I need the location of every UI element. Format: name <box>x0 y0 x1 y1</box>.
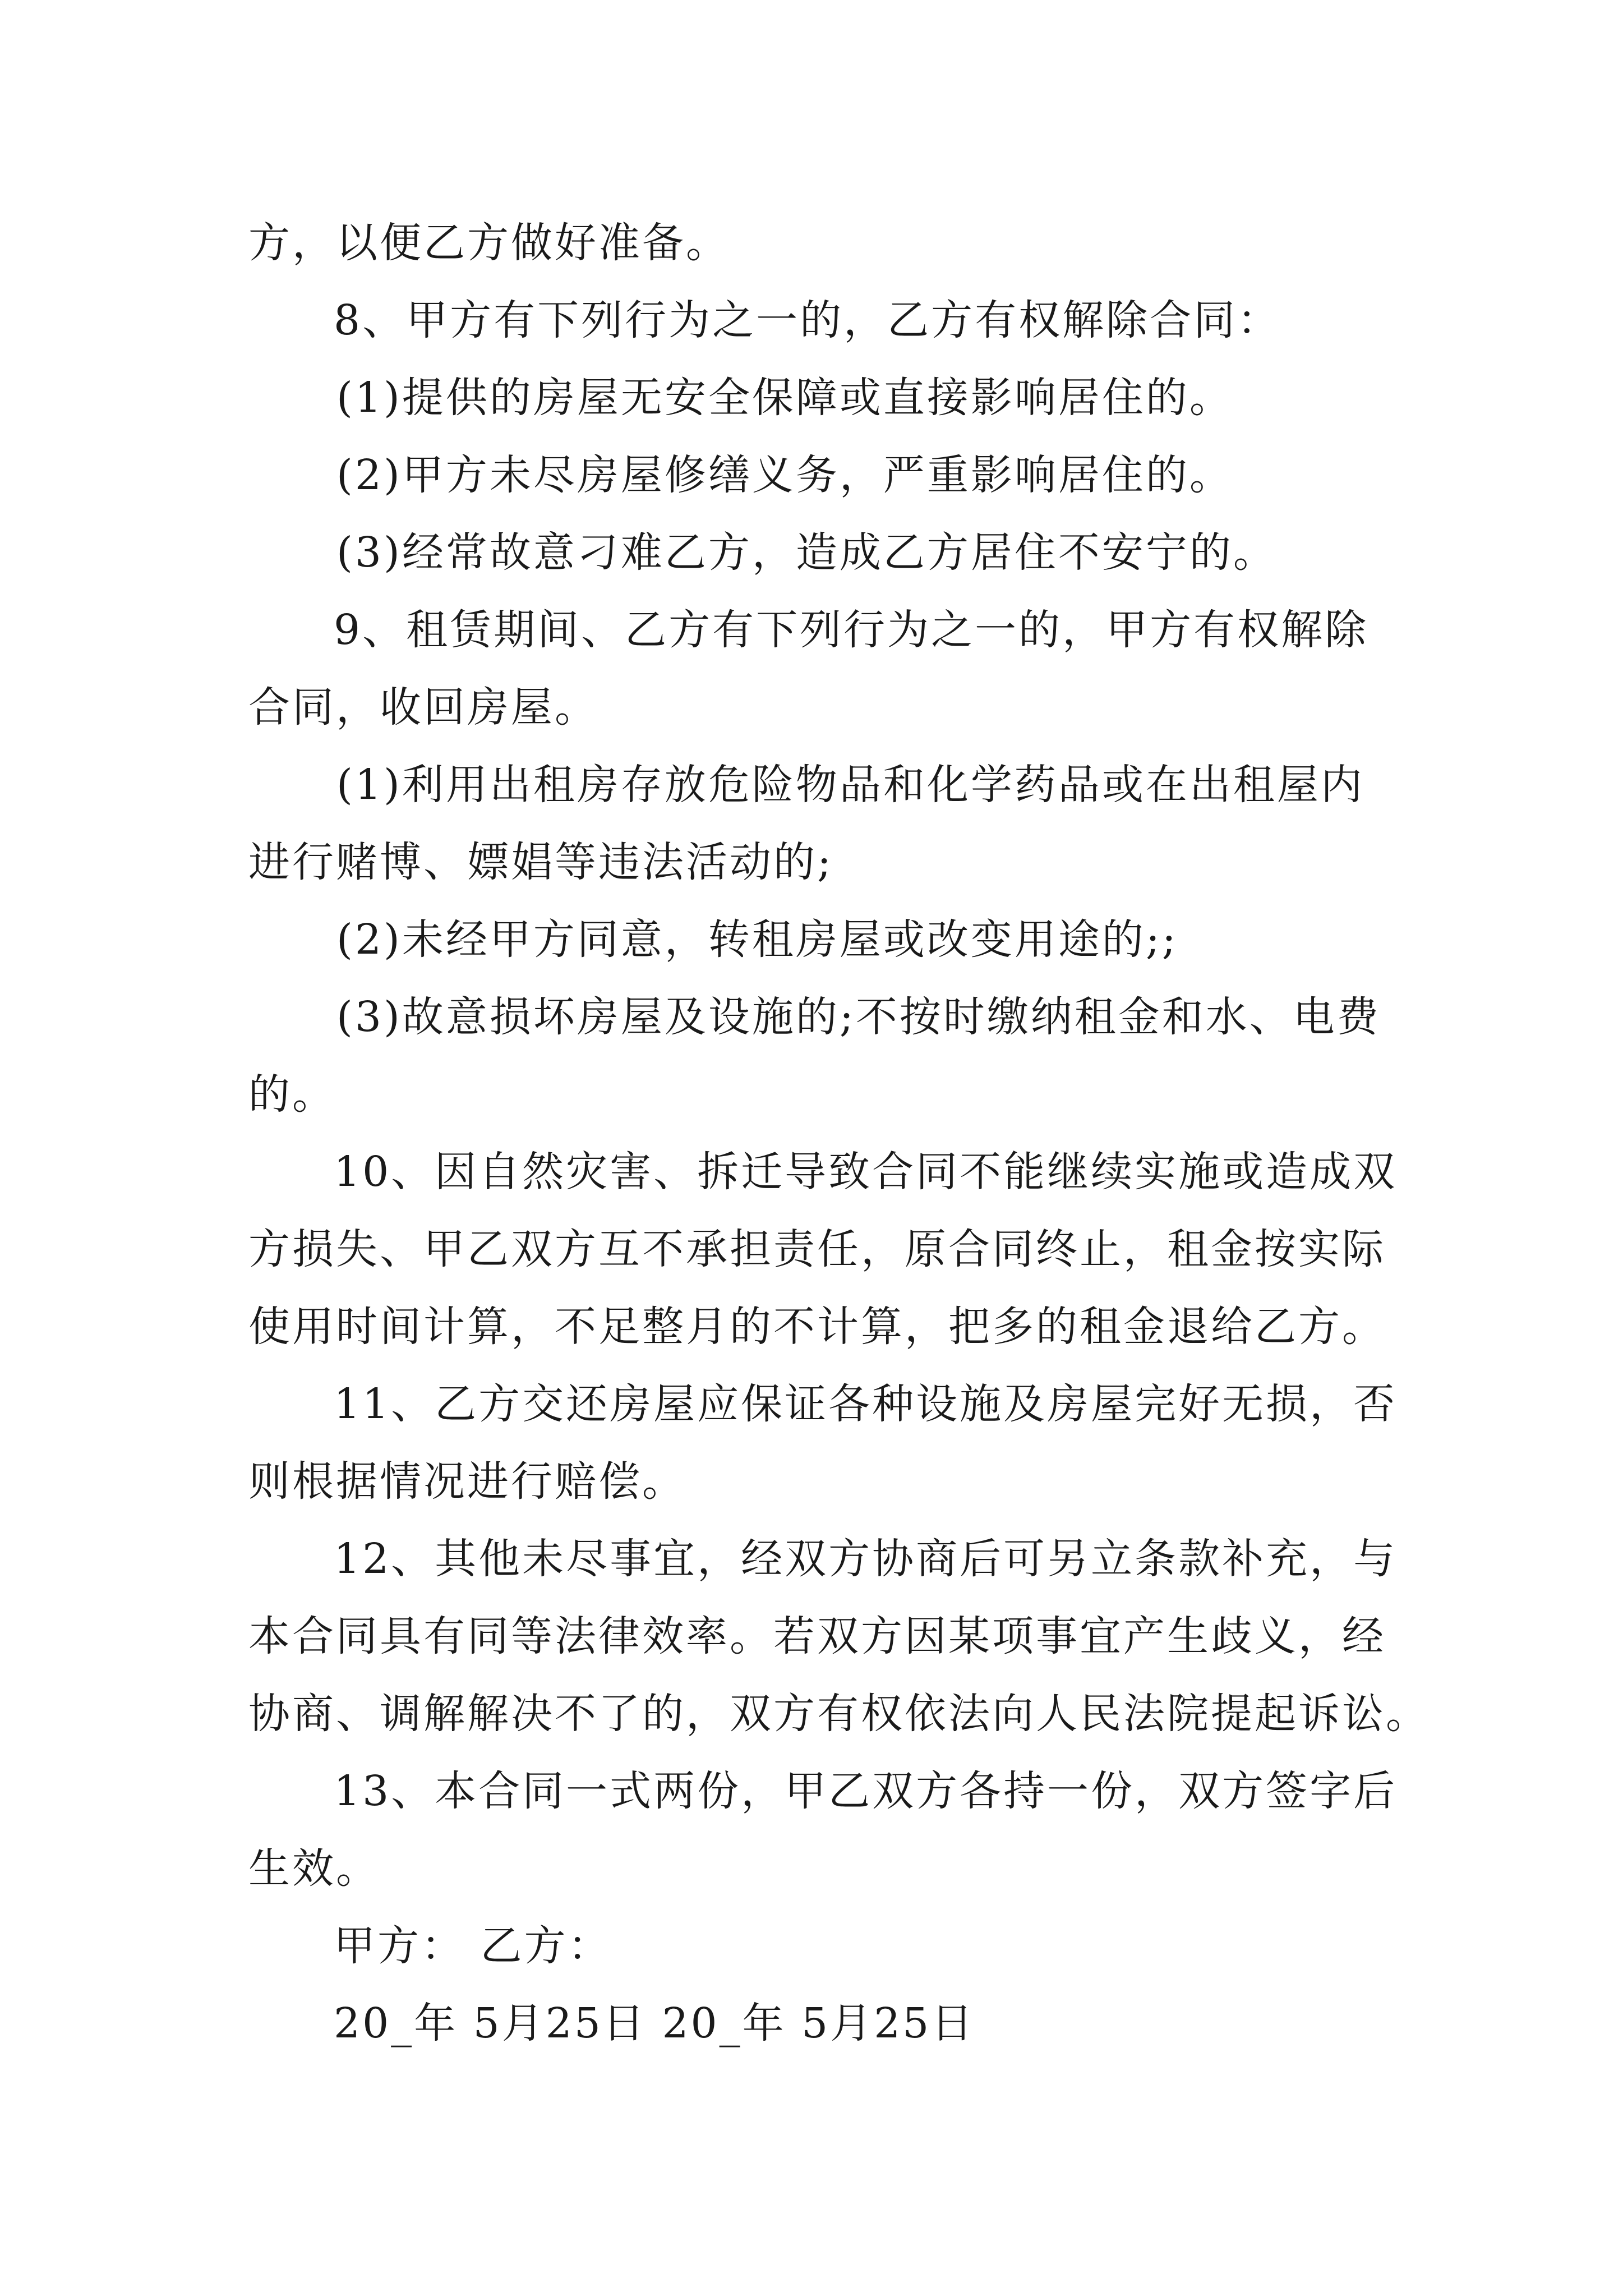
text-line: 协商、调解解决不了的，双方有权依法向人民法院提起诉讼。 <box>248 1690 1430 1738</box>
text-line: 进行赌博、嫖娼等违法活动的; <box>248 838 833 886</box>
clause-10: 10、因自然灾害、拆迁导致合同不能继续实施或造成双 <box>334 1148 1398 1196</box>
text-line: 生效。 <box>248 1844 380 1893</box>
clause-9-item-3: (3)故意损坏房屋及设施的;不按时缴纳租金和水、电费 <box>336 993 1381 1041</box>
clause-13: 13、本合同一式两份，甲乙双方各持一份，双方签字后 <box>334 1767 1398 1815</box>
clause-9-heading: 9、租赁期间、乙方有下列行为之一的，甲方有权解除 <box>334 606 1369 654</box>
clause-8-item-3: (3)经常故意刁难乙方，造成乙方居住不安宁的。 <box>336 528 1277 577</box>
text-line: 本合同具有同等法律效率。若双方因某项事宜产生歧义，经 <box>248 1612 1386 1660</box>
text-line: 则根据情况进行赔偿。 <box>248 1457 686 1506</box>
clause-8-item-1: (1)提供的房屋无安全保障或直接影响居住的。 <box>336 374 1233 422</box>
signature-parties: 甲方： 乙方： <box>334 1922 612 1970</box>
clause-8-item-2: (2)甲方未尽房屋修缮义务，严重影响居住的。 <box>336 451 1233 499</box>
clause-11: 11、乙方交还房屋应保证各种设施及房屋完好无损，否 <box>334 1380 1398 1428</box>
clause-12: 12、其他未尽事宜，经双方协商后可另立条款补充，与 <box>334 1535 1398 1583</box>
clause-9-item-1: (1)利用出租房存放危险物品和化学药品或在出租屋内 <box>336 761 1364 809</box>
text-line: 使用时间计算，不足整月的不计算，把多的租金退给乙方。 <box>248 1303 1386 1351</box>
signature-dates: 20_年 5月25日 20_年 5月25日 <box>334 1999 975 2047</box>
text-line: 方损失、甲乙双方互不承担责任，原合同终止，租金按实际 <box>248 1225 1386 1273</box>
text-line: 的。 <box>248 1070 336 1119</box>
text-line: 方，以便乙方做好准备。 <box>248 219 730 267</box>
text-line: 合同，收回房屋。 <box>248 683 598 731</box>
clause-8-heading: 8、甲方有下列行为之一的，乙方有权解除合同： <box>334 296 1281 344</box>
clause-9-item-2: (2)未经甲方同意，转租房屋或改变用途的;; <box>336 915 1178 964</box>
